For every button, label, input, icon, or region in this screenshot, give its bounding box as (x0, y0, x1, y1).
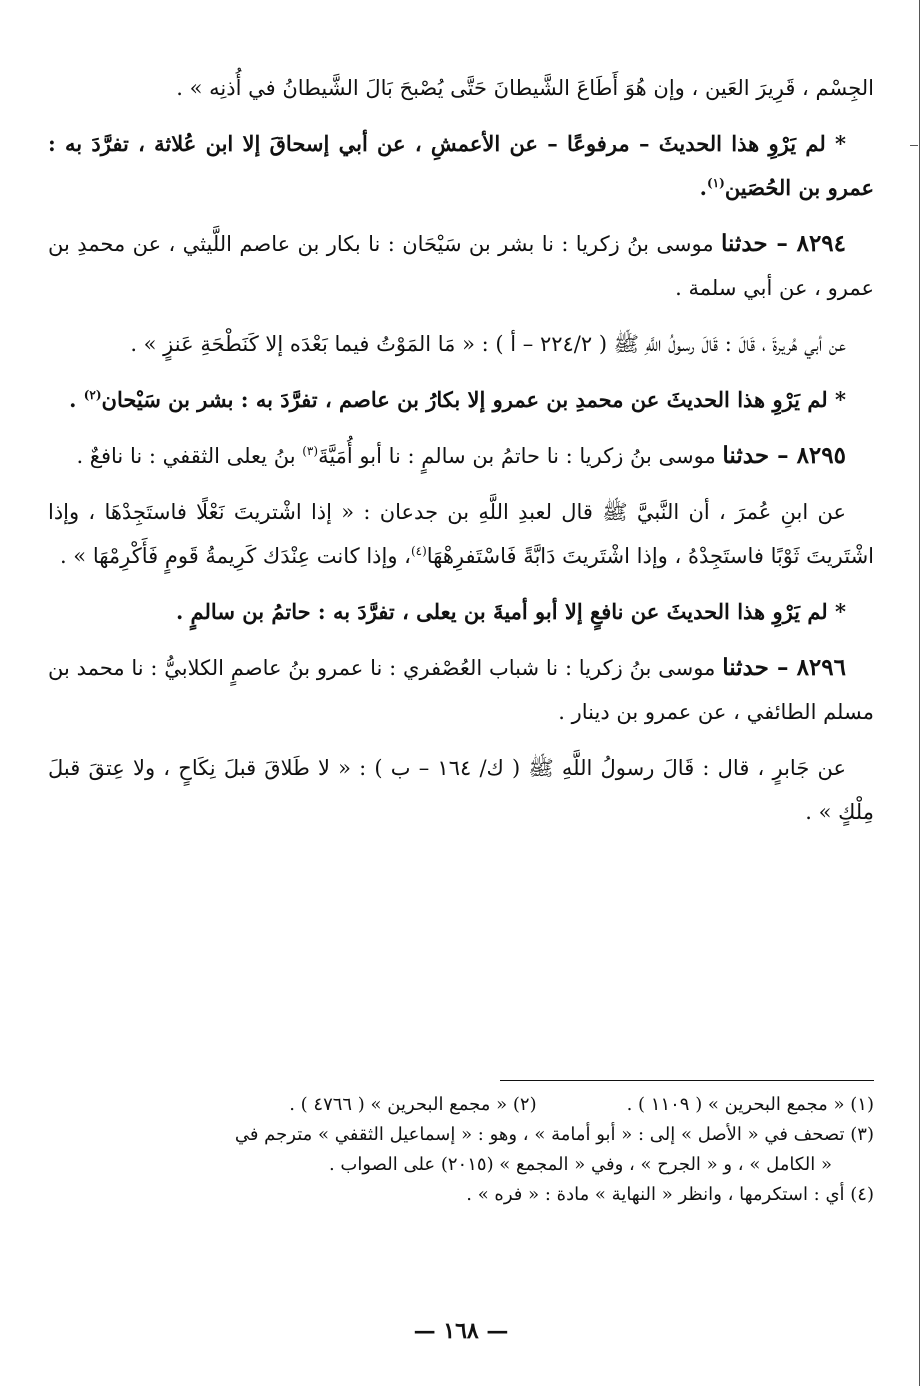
main-text (48, 66, 874, 846)
footnote-ref: (٤) (410, 544, 427, 558)
text: * لم يَرْوِ هذا الحديثَ – مرفوعًا – عن الأعمشِ ، عن أبي إسحاقَ إلا ابن عُلاثة ، تفرَّدَ به : عمرو بن الحُصَين (48, 131, 874, 200)
text: موسى بنُ زكريا : نا بشر بن سَيْحَان : نا بكار بن عاصم اللَّيثي ، عن محمدِ بن عمرو ، عن أبي سلمة . (48, 232, 874, 300)
hadith-8294-chain (48, 222, 874, 310)
footnote-ref: (٣) (302, 444, 319, 458)
page-edge-line (919, 0, 920, 1386)
hadith-number: ٨٢٩٦ – حدثنا (722, 654, 846, 681)
text: . (699, 175, 707, 200)
text: عن ابنِ عُمرَ ، أن النَّبيَّ ﷺ قال لعبدِ اللَّهِ بن جدعان : « إذا اشْتريتَ نَعْلًا فاستَجِدْهَا ، وإذا اشْتَريتَ ثَوْبًا فاستَجِدْهُ ، وإذا اشْتَريتَ دَابَّةً فَاسْتَفرِهْهَا (48, 500, 874, 568)
footnote-ref: (٢) (83, 388, 102, 402)
footnote-ref: (١) (706, 176, 725, 190)
hadith-number: ٨٢٩٤ – حدثنا (721, 230, 847, 257)
hadith-8295-chain (48, 434, 874, 478)
text: بنُ يعلى الثقفي : نا نافعٌ . (76, 444, 296, 468)
footnote-separator (500, 1080, 874, 1081)
text: عن جَابرٍ ، قال : قَالَ رسولُ اللَّهِ ﷺ ( ك/ ١٦٤ – ب ) : « لا طَلاقَ قبلَ نِكَاحٍ ، ولا عِتقَ قبلَ مِلْكٍ » . (48, 756, 874, 824)
footnote-3-continuation: « الكامل » ، و « الجرح » ، وفي « المجمع » (٢٠١٥) على الصواب . (328, 1154, 832, 1175)
footnote-3: (٣) تصحف في « الأصل » إلى : « أبو أمامة » ، وهو : « إسماعيل الثقفي » مترجم في (234, 1124, 874, 1145)
hadith-8296-text (48, 746, 874, 834)
paragraph-note-3 (48, 590, 874, 634)
footnotes (70, 1090, 874, 1210)
hadith-8296-chain (48, 646, 874, 734)
page-edge-tick (910, 145, 918, 146)
text: ، وإذا كانت عِنْدَك كَرِيمةُ قَومٍ فَأَكْرِمْهَا » . (59, 544, 411, 568)
paragraph-continuation (48, 66, 874, 110)
footnote-row (70, 1090, 874, 1120)
text: * لم يَرْوِ هذا الحديثَ عن نافعٍ إلا أبو أميةَ بن يعلى ، تفرَّدَ به : حاتمُ بن سالمٍ . (175, 599, 846, 624)
hadith-8295-text (48, 490, 874, 578)
text: عن أبي هُريرةَ ، قَالَ : قَالَ رسولُ اللَّهِ ﷺ ( ٢٢٤/٢ – أ ) : « مَا المَوْتُ فيما بَعْدَه إلا كَنَطْحَةِ عَنزٍ » . (130, 332, 846, 356)
text: الجِسْم ، قَرِيرَ العَين ، وإن هُوَ أَطَاعَ الشَّيطانَ حَتَّى يُصْبحَ بَالَ الشَّيطانُ في أُذنِه » . (176, 76, 874, 100)
footnote-2: (٢) « مجمع البحرين » ( ٤٧٦٦ ) . (289, 1094, 537, 1115)
text: * لم يَرْوِ هذا الحديثَ عن محمدِ بن عمرو إلا بكارُ بن عاصم ، تفرَّدَ به : بشر بن سَيْحان (101, 387, 846, 412)
hadith-number: ٨٢٩٥ – حدثنا (722, 442, 846, 469)
hadith-8294-text (48, 322, 874, 366)
text: . (69, 387, 77, 412)
footnote-1: (١) « مجمع البحرين » ( ١١٠٩ ) . (626, 1094, 874, 1115)
text: موسى بنُ زكريا : نا شباب العُصْفري : نا عمرو بنُ عاصمٍ الكلابيُّ : نا محمد بن مسلم الطائفي ، عن عمرو بن دينار . (48, 656, 874, 724)
text: موسى بنُ زكريا : نا حاتمُ بن سالمٍ : نا أبو أُمَيَّةَ (318, 444, 716, 468)
paragraph-note-1 (48, 122, 874, 210)
page-number: — ١٦٨ — (413, 1318, 509, 1344)
paragraph-note-2 (48, 378, 874, 422)
footnote-4: (٤) أي : استكرمها ، وانظر « النهاية » مادة : « فره » . (466, 1184, 874, 1205)
